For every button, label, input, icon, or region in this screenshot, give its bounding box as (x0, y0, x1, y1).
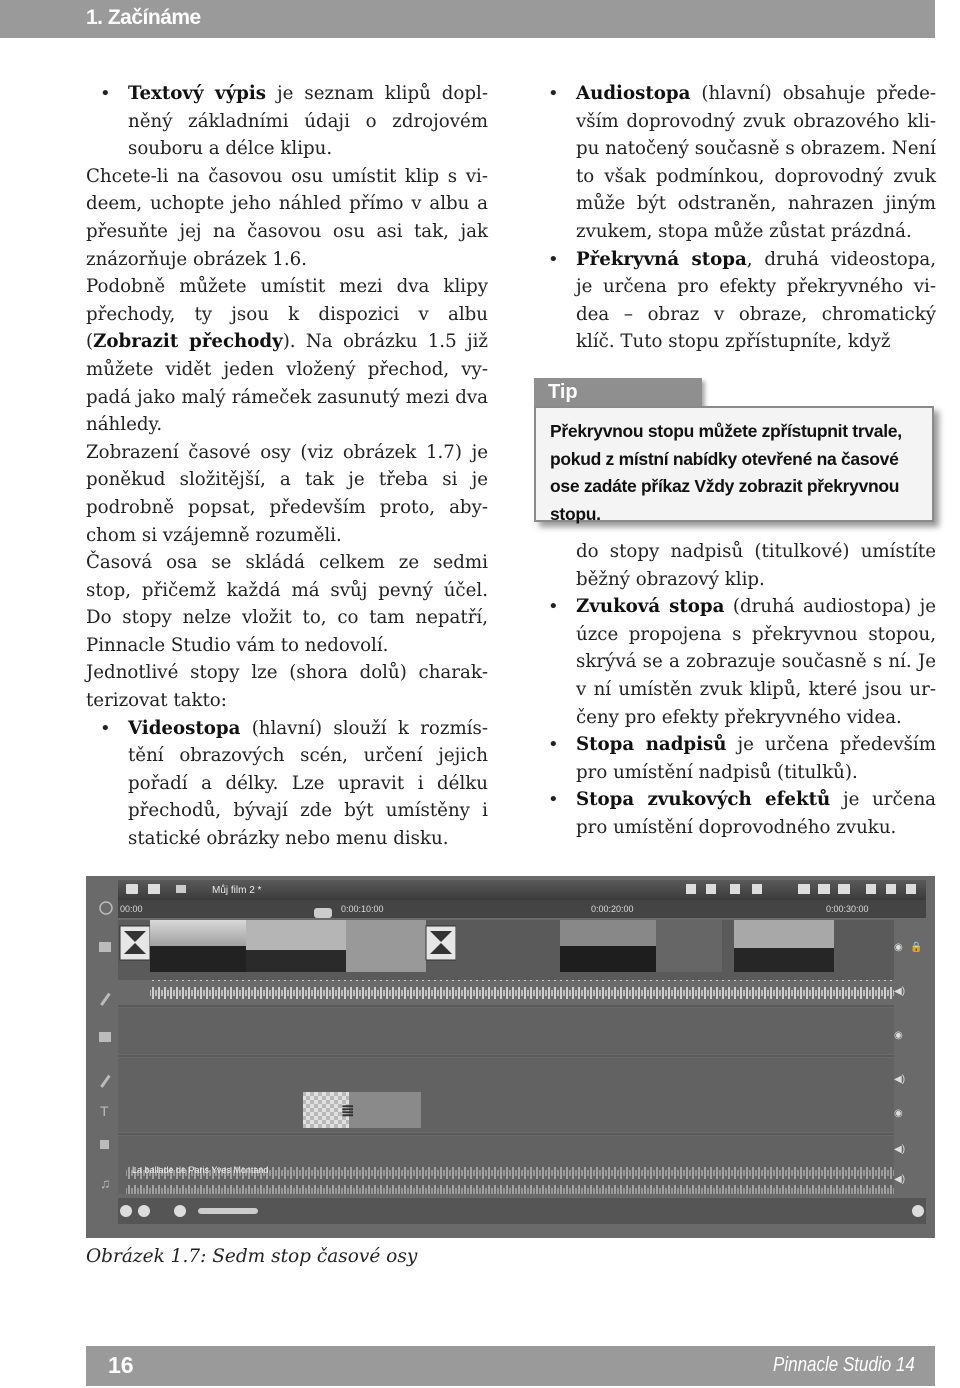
paragraph: Jednotlivé stopy lze (shora dolů) charakterizovat takto: (86, 662, 488, 712)
title-track[interactable] (118, 1090, 894, 1132)
bullet-prekryvna-stopa (546, 246, 936, 356)
clip-thumbnail (246, 950, 346, 972)
timecode-20: 0:00:20:00 (591, 904, 634, 914)
grid-icon[interactable] (818, 884, 830, 894)
clip-thumbnail (150, 946, 246, 972)
music-clip-label: La ballade de Paris Yves Montand (132, 1165, 269, 1175)
bullet-zvukova-stopa (546, 593, 936, 731)
figure-caption: Obrázek 1.7: Sedm stop časové osy (86, 1246, 418, 1267)
tip-tab (534, 378, 702, 408)
sound-effects-icon (100, 1140, 109, 1149)
overlay-track-icon (99, 1032, 111, 1042)
bullet-text: je určena pro umístění doprovodného zvuku. (576, 789, 936, 838)
bullet-textovy-vypis (86, 80, 488, 163)
paragraph (86, 273, 488, 439)
paragraph-text: Podobně můžete umístit mezi dva klipy přechody, ty jsou k dispozici v albu ( (86, 276, 488, 353)
left-column (86, 80, 488, 853)
video-clip[interactable] (346, 920, 426, 972)
paragraph: Časová osa se skládá celkem ze sedmi stop, přičemž každá má svůj pevný účel. Do stopy nelze vložit to, co tam nepatří, Pinnacle Studio vám to nedovolí. (86, 552, 488, 656)
project-name: Můj film 2 * (212, 885, 262, 896)
clip-thumbnail (734, 948, 834, 972)
tool-icon[interactable] (686, 884, 696, 894)
sound-effects-track[interactable] (118, 1136, 894, 1164)
timeline-figure (86, 876, 935, 1238)
time-ruler[interactable] (118, 900, 926, 918)
book-title: Pinnacle Studio 14 (773, 1354, 915, 1376)
zoom-out-icon[interactable] (138, 1205, 150, 1217)
tip-text: Překryvnou stopu můžete zpřístupnit trvale, pokud z místní nabídky otevřené na časové ose zadáte příkaz Vždy zobrazit překryvnou stopu. (550, 421, 902, 524)
overlay-track[interactable] (118, 1008, 894, 1054)
scroll-right-icon[interactable] (912, 1205, 924, 1217)
bullet-term: Překryvná stopa (576, 248, 747, 270)
speaker-icon[interactable] (706, 884, 716, 894)
speaker-icon[interactable]: ◀) (894, 1074, 906, 1085)
bullet-audiostopa (546, 80, 936, 246)
header-bar (0, 0, 935, 38)
timecode-30: 0:00:30:00 (826, 904, 869, 914)
zoom-in-icon[interactable] (120, 1205, 132, 1217)
timecode-0: 00:00 (120, 904, 143, 914)
bullet-text: (hlavní) slouží k rozmístění obrazových scén, určení jejich pořadí a délky. Lze upravit i délku přechodů, bývají zde být umístěny i statické obrázky nebo menu disku. (128, 717, 488, 850)
tip-content (534, 406, 934, 522)
bullet-videostopa (86, 715, 488, 853)
tip-box (534, 376, 934, 526)
overlay-audio-track[interactable] (118, 1058, 894, 1090)
storyboard-icon[interactable] (148, 884, 160, 894)
bullet-text: je seznam klipů doplněný základními údaji o zdrojovém souboru a délce klipu. (128, 83, 488, 160)
paragraph-continuation: do stopy nadpisů (titulkové) umístíte běžný obrazový klip. (576, 540, 936, 590)
video-clip[interactable] (456, 920, 560, 972)
speaker-icon[interactable]: ◀) (894, 1174, 906, 1185)
bullet-term: Stopa nadpisů (576, 734, 727, 756)
bullet-stopa-zvukovych-efektu (546, 786, 936, 841)
bullet-stopa-nadpisu (546, 731, 936, 786)
menu-term: Zobrazit přechody (93, 331, 283, 353)
bullet-term: Stopa zvukových efektů (576, 789, 831, 811)
title-clip-icon: ≣ (341, 1103, 355, 1120)
tool-icon[interactable] (730, 884, 740, 894)
bullet-text: je určena především pro umístění nadpisů (titulků). (576, 734, 936, 783)
clip-thumbnail (560, 946, 656, 972)
timecode-10: 0:00:10:00 (341, 904, 384, 914)
bullet-term: Textový výpis (128, 83, 267, 104)
audio-waveform[interactable] (150, 980, 894, 1002)
video-track-icon (99, 942, 111, 952)
tool-icon[interactable] (866, 884, 876, 894)
music-track-icon: ♫ (100, 1175, 111, 1191)
bullet-term: Videostopa (128, 717, 241, 739)
grid-icon[interactable] (798, 884, 810, 894)
paragraph: Chcete-li na časovou osu umístit klip s videem, uchopte jeho náhled přímo v albu a přesuňte jej na časovou osu asi tak, jak znázorňuje obrázek 1.6. (86, 165, 488, 270)
lock-icon[interactable]: 🔒 (910, 942, 923, 953)
bullet-term: Audiostopa (576, 83, 691, 104)
speaker-icon[interactable]: ◀) (894, 986, 906, 997)
bullet-text: (druhá audiostopa) je úzce propojena s překryvnou stopou, skrývá se a zobrazuje současně s ní. Je v ní umístěn zvuk klipů, které jsou určeny pro efekty překryvného videa. (576, 596, 936, 728)
eye-icon[interactable]: ◉ (894, 942, 903, 953)
footer-bar (86, 1346, 935, 1386)
eye-icon[interactable]: ◉ (894, 1108, 903, 1119)
eye-icon[interactable]: ◉ (894, 1030, 903, 1041)
paragraph-text: ). Na obrázku 1.5 již můžete vidět jeden vložený přechod, vypadá jako malý rámeček zasunutý mezi dva náhledy. (86, 331, 489, 436)
bullet-text: (hlavní) obsahuje především doprovodný zvuk obrazového klipu natočený současně s obrazem. Není to však podmínkou, doprovodný zvuk může být odstraněn, nahrazen jiným zvukem, stopa může zůstat prázdná. (576, 83, 936, 242)
scrollbar-thumb[interactable] (198, 1208, 258, 1214)
bullet-text: , druhá videostopa, je určena pro efekty překryvného videa – obraz v obraze, chromatický klíč. Tuto stopu zpřístupníte, když (576, 248, 937, 353)
bullet-term: Zvuková stopa (576, 596, 725, 618)
playhead-scrubber[interactable] (314, 908, 332, 918)
chapter-title: 1. Začínáme (86, 6, 201, 29)
speaker-icon[interactable]: ◀) (894, 1144, 906, 1155)
page-number: 16 (108, 1352, 134, 1378)
camera-icon[interactable] (126, 884, 138, 894)
title-track-icon: T (100, 1103, 109, 1119)
tool-icon[interactable] (752, 884, 762, 894)
paragraph: Zobrazení časové osy (viz obrázek 1.7) je poněkud složitější, a tak je třeba si je podrobně popsat, především proto, abychom si vzájemně rozuměli. (86, 441, 488, 546)
tip-label: Tip (548, 381, 578, 403)
timeline-screenshot (86, 876, 935, 1238)
tool-icon[interactable] (906, 884, 916, 894)
scroll-left-icon[interactable] (174, 1205, 186, 1217)
grid-icon[interactable] (838, 884, 850, 894)
timeline-view-icon[interactable] (176, 885, 186, 893)
empty-slot (656, 920, 722, 972)
tool-icon[interactable] (886, 884, 896, 894)
